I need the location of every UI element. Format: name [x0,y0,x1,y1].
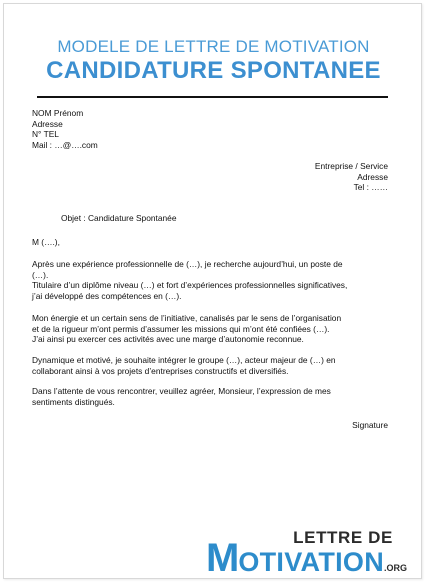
recipient-phone: Tel : …… [353,182,388,193]
logo-line1: LETTRE DE [293,528,393,547]
logo-suffix: .ORG [384,563,408,573]
sender-phone: N° TEL [32,129,59,140]
paragraph-line: Titulaire d’un diplôme niveau (…) et fort d’expériences professionnelles significatives, [32,280,348,291]
sender-block [32,108,98,150]
site-logo [206,528,420,578]
sender-name: NOM Prénom [32,108,84,118]
paragraph-line: collaborant ainsi à vos projets d’entreprises constructifs et diversifiés. [32,365,289,376]
paragraph-1 [32,259,394,301]
letter-page [3,3,422,579]
logo-word: OTIVATION [238,547,385,577]
letter-salutation: M (….), [32,237,60,247]
paragraph-line: et de la rigueur m’ont permis d’assumer les missions qui m’ont été confiées (…). [32,323,330,334]
logo-big-letter: M [206,536,239,580]
paragraph-line: j’ai développé des compétences en (…). [32,290,182,301]
sender-address: Adresse [32,118,63,129]
paragraph-4 [32,386,394,407]
paragraph-line: Dans l’attente de vous rencontrer, veuillez agréer, Monsieur, l’expression de mes [32,386,331,396]
paragraph-line: (…). [32,269,49,280]
recipient-address: Adresse [357,171,388,182]
signature: Signature [352,420,388,430]
letter-subject: Objet : Candidature Spontanée [61,213,177,223]
recipient-company: Entreprise / Service [314,161,388,171]
paragraph-line: Après une expérience professionnelle de (…), je recherche aujourd’hui, un poste de [32,259,343,269]
paragraph-line: Mon énergie et un certain sens de l’initiative, canalisés par le sens de l’organisation [32,313,342,323]
page-title-line2: CANDIDATURE SPONTANEE [46,57,381,84]
recipient-block [315,161,388,193]
paragraph-line: J’ai ainsi pu exercer ces activités avec une marge d’autonomie reconnue. [32,334,304,345]
sender-mail: Mail : …@….com [32,139,98,150]
logo-line2 [206,536,407,581]
paragraph-line: sentiments distingués. [32,396,115,407]
paragraph-2 [32,313,394,345]
paragraph-line: Dynamique et motivé, je souhaite intégrer le groupe (…), acteur majeur de (…) en [32,355,336,365]
title-divider [37,96,388,98]
paragraph-3 [32,355,394,376]
page-title-line1: MODELE DE LETTRE DE MOTIVATION [57,37,370,56]
